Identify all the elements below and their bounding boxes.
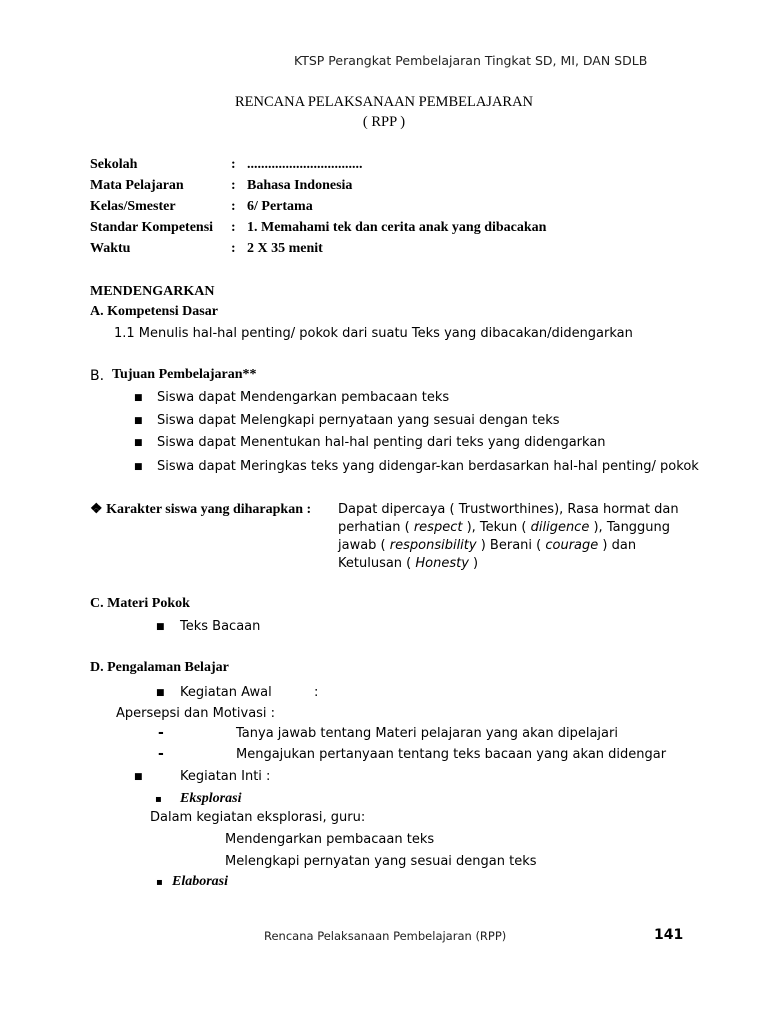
pengalaman-heading: D. Pengalaman Belajar (90, 660, 229, 675)
karakter-text: jawab ( (338, 538, 390, 553)
materi-item: Teks Bacaan (180, 619, 261, 634)
karakter-term: diligence (530, 520, 590, 535)
karakter-text: ) dan (598, 538, 637, 553)
materi-heading: C. Materi Pokok (90, 596, 190, 611)
page-number: 141 (654, 927, 684, 943)
tujuan-letter: B. (90, 368, 105, 384)
dash-bullet: - (158, 725, 164, 741)
bullet-icon: ■ (134, 416, 143, 426)
eksplorasi-item: Melengkapi pernyatan yang sesuai dengan teks (225, 854, 537, 869)
document-title: RENCANA PELAKSANAAN PEMBELAJARAN (234, 94, 534, 110)
meta-label-waktu: Waktu (90, 241, 131, 256)
karakter-line (338, 556, 478, 571)
karakter-line (338, 538, 636, 553)
meta-colon: : (231, 199, 236, 214)
meta-value-standar-kompetensi: 1. Memahami tek dan cerita anak yang dibacakan (247, 220, 547, 235)
eksplorasi-item: Mendengarkan pembacaan teks (225, 832, 435, 847)
karakter-term: Honesty (415, 556, 469, 571)
kegiatan-awal-label: Kegiatan Awal (180, 685, 272, 700)
dash-bullet: - (158, 746, 164, 762)
kegiatan-inti-label: Kegiatan Inti : (180, 769, 271, 784)
meta-colon: : (231, 178, 236, 193)
kompetensi-heading: A. Kompetensi Dasar (90, 304, 218, 319)
meta-colon: : (231, 157, 236, 172)
bullet-icon: ■ (156, 688, 165, 698)
karakter-line (338, 520, 670, 535)
bullet-icon: ■ (134, 393, 143, 403)
kompetensi-item: 1.1 Menulis hal-hal penting/ pokok dari suatu Teks yang dibacakan/didengarkan (114, 326, 633, 341)
karakter-term: courage (545, 538, 599, 553)
karakter-label (90, 501, 311, 518)
elaborasi-label: Elaborasi (172, 874, 229, 889)
karakter-term: responsibility (389, 538, 477, 553)
meta-value-mata-pelajaran: Bahasa Indonesia (247, 178, 353, 193)
bullet-icon: ■ (134, 772, 143, 782)
bullet-icon: ■ (134, 438, 143, 448)
apersepsi-item: Tanya jawab tentang Materi pelajaran yang akan dipelajari (236, 726, 618, 741)
karakter-text: Ketulusan ( (338, 556, 416, 571)
eksplorasi-label: Eksplorasi (180, 791, 242, 806)
page-footer: Rencana Pelaksanaan Pembelajaran (RPP) (264, 929, 507, 943)
karakter-label-text: Karakter siswa yang diharapkan : (106, 502, 312, 517)
meta-value-sekolah: ................................. (247, 157, 363, 172)
karakter-term: respect (413, 520, 463, 535)
tujuan-item: Siswa dapat Meringkas teks yang didengar-kan berdasarkan hal-hal penting/ pokok (157, 459, 699, 474)
karakter-line: Dapat dipercaya ( Trustworthines), Rasa hormat dan (338, 502, 679, 517)
meta-colon: : (231, 220, 236, 235)
tujuan-item: Siswa dapat Menentukan hal-hal penting dari teks yang didengarkan (157, 435, 606, 450)
meta-label-standar-kompetensi: Standar Kompetensi (90, 220, 214, 235)
karakter-text: ), Tekun ( (462, 520, 531, 535)
small-bullet-icon: ▪ (156, 877, 163, 888)
small-bullet-icon: ▪ (155, 794, 162, 805)
document-subtitle: ( RPP ) (362, 114, 406, 130)
meta-value-waktu: 2 X 35 menit (247, 241, 323, 256)
bullet-icon: ■ (134, 462, 143, 472)
tujuan-heading: Tujuan Pembelajaran** (112, 367, 257, 382)
karakter-text: ) (468, 556, 479, 571)
page-header: KTSP Perangkat Pembelajaran Tingkat SD, MI, DAN SDLB (294, 53, 648, 68)
apersepsi-item: Mengajukan pertanyaan tentang teks bacaan yang akan didengar (236, 747, 667, 762)
karakter-text: ), Tanggung (589, 520, 671, 535)
tujuan-item: Siswa dapat Mendengarkan pembacaan teks (157, 390, 450, 405)
meta-value-kelas: 6/ Pertama (247, 199, 313, 214)
karakter-text: perhatian ( (338, 520, 414, 535)
meta-label-kelas: Kelas/Smester (90, 199, 176, 214)
meta-label-sekolah: Sekolah (90, 157, 138, 172)
meta-label-mata-pelajaran: Mata Pelajaran (90, 178, 184, 193)
bullet-icon: ■ (156, 622, 165, 632)
apersepsi-label: Apersepsi dan Motivasi : (116, 706, 276, 721)
meta-colon: : (231, 241, 236, 256)
section-title: MENDENGARKAN (90, 284, 215, 299)
karakter-text: ) Berani ( (476, 538, 546, 553)
tujuan-item: Siswa dapat Melengkapi pernyataan yang sesuai dengan teks (157, 413, 560, 428)
eksplorasi-intro: Dalam kegiatan eksplorasi, guru: (150, 810, 366, 825)
kegiatan-awal-colon: : (314, 685, 319, 700)
diamond-bullet-icon: ❖ (90, 502, 103, 517)
